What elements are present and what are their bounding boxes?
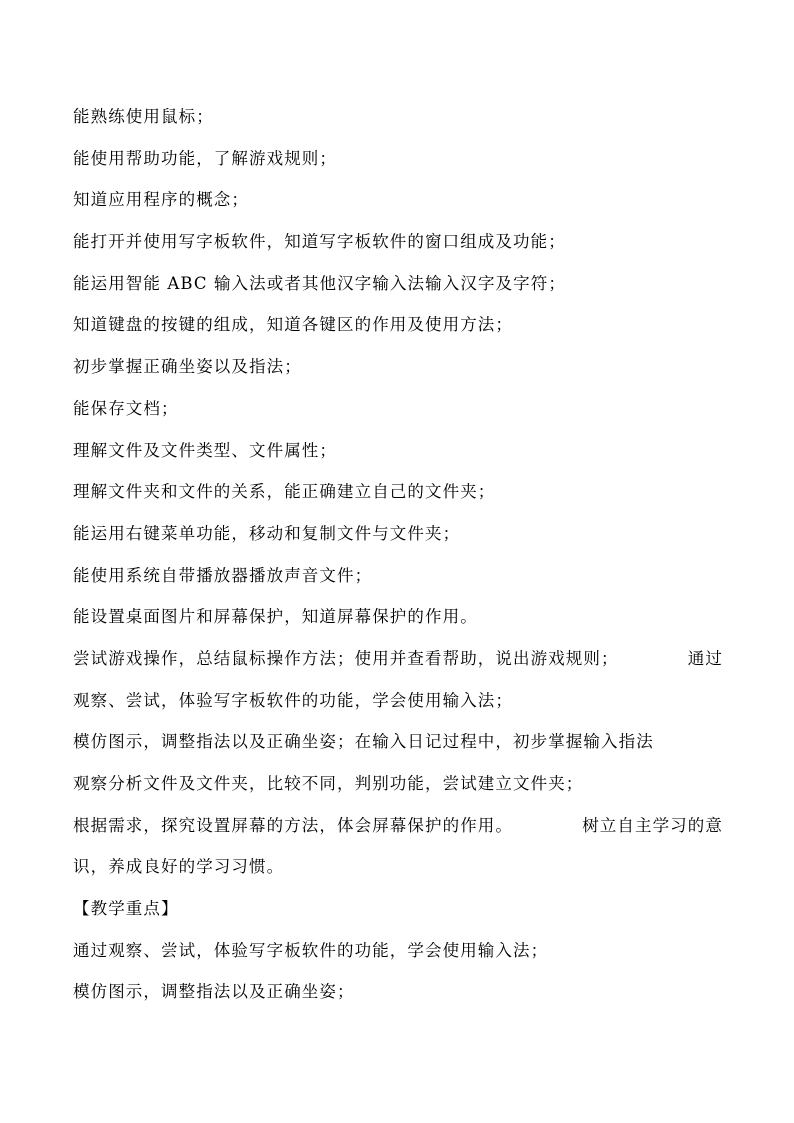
text-line: 能使用帮助功能，了解游戏规则；: [73, 148, 337, 168]
text-line: 能打开并使用写字板软件，知道写字板软件的窗口组成及功能；: [73, 232, 566, 252]
text-line: 识，养成良好的学习习惯。: [73, 857, 285, 877]
text-segment: 通过: [687, 648, 723, 668]
text-segment: 树立自主学习的意: [582, 815, 723, 835]
text-line: 通过观察、尝试，体验写字板软件的功能，学会使用输入法；: [73, 940, 549, 960]
section-heading: 【教学重点】: [73, 899, 179, 919]
text-line: 能运用智能 ABC 输入法或者其他汉字输入法输入汉字及字符；: [73, 273, 566, 293]
text-segment: 根据需求，探究设置屏幕的方法，体会屏幕保护的作用。: [73, 815, 513, 835]
text-line-split: [73, 645, 723, 687]
text-line: 能运用右键菜单功能，移动和复制文件与文件夹；: [73, 523, 461, 543]
text-line: 能熟练使用鼠标；: [73, 107, 214, 126]
text-line: 能使用系统自带播放器播放声音文件；: [73, 565, 373, 585]
text-line: 观察、尝试，体验写字板软件的功能，学会使用输入法；: [73, 690, 513, 710]
text-line: 知道应用程序的概念；: [73, 190, 249, 210]
document-body: [73, 103, 725, 1020]
text-segment: 尝试游戏操作，总结鼠标操作方法；使用并查看帮助，说出游戏规则；: [73, 648, 619, 668]
text-line: 初步掌握正确坐姿以及指法；: [73, 357, 302, 377]
text-line: 能设置桌面图片和屏幕保护，知道屏幕保护的作用。: [73, 607, 478, 627]
text-line: 理解文件及文件类型、文件属性；: [73, 440, 337, 460]
text-line: 能保存文档；: [73, 398, 179, 418]
text-line: 模仿图示，调整指法以及正确坐姿；在输入日记过程中，初步掌握输入指法: [73, 732, 654, 752]
text-line: 知道键盘的按键的组成，知道各键区的作用及使用方法；: [73, 315, 513, 335]
text-line: 模仿图示，调整指法以及正确坐姿；: [73, 982, 355, 1002]
text-line: 观察分析文件及文件夹，比较不同，判别功能，尝试建立文件夹；: [73, 774, 584, 793]
text-line-split: [73, 812, 723, 854]
text-line: 理解文件夹和文件的关系，能正确建立自己的文件夹；: [73, 482, 496, 502]
